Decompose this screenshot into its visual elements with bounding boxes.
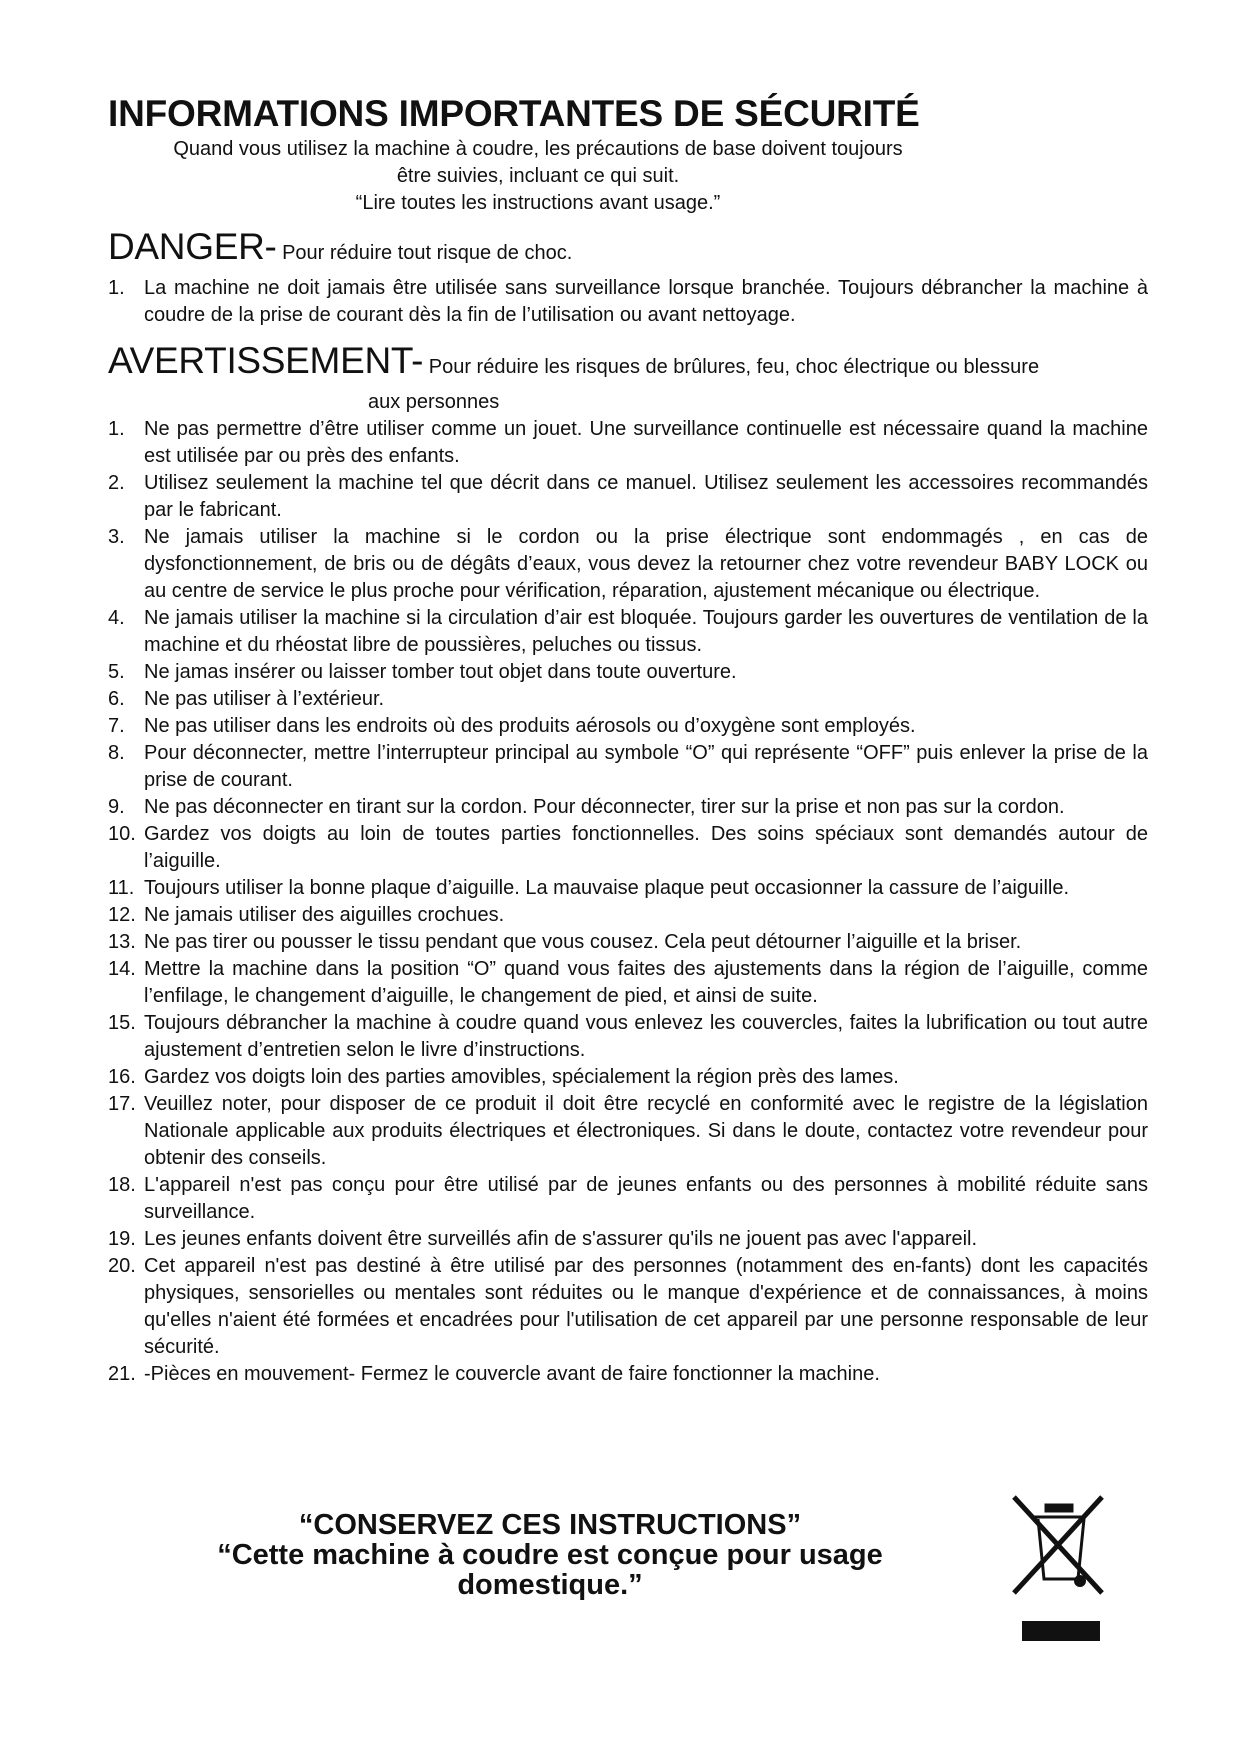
footer-line-1: “CONSERVEZ CES INSTRUCTIONS” [298, 1509, 802, 1541]
danger-heading [108, 227, 1148, 275]
item-text: Ne pas permettre d’être utiliser comme un jouet. Une surveillance continuelle est nécessaire quand la machine est utilisée par ou près des enfants. [144, 418, 1148, 467]
intro-line: être suivies, incluant ce qui suit. [396, 165, 680, 187]
item-text: Ne pas utiliser dans les endroits où des produits aérosols ou d’oxygène sont employés. [144, 715, 916, 737]
warning-subtitle-cont: aux personnes [368, 391, 500, 413]
item-number: 17. [108, 1093, 136, 1115]
list-item [108, 1064, 1148, 1091]
warning-heading [108, 341, 1148, 389]
footer-line-2: “Cette machine à coudre est conçue pour usage domestique.” [217, 1539, 883, 1601]
intro [108, 136, 968, 217]
list-item [108, 1253, 1148, 1361]
item-text: Ne jamas insérer ou laisser tomber tout objet dans toute ouverture. [144, 661, 737, 683]
crossed-out-wheelie-bin-icon [1012, 1495, 1112, 1651]
item-text: Pour déconnecter, mettre l’interrupteur principal au symbole “O” qui représente “OFF” puis enlever la prise de la prise de courant. [144, 742, 1148, 791]
page-title: INFORMATIONS IMPORTANTES DE SÉCURITÉ [108, 93, 920, 134]
list-item [108, 1226, 1148, 1253]
item-text: Toujours utiliser la bonne plaque d’aiguille. La mauvaise plaque peut occasionner la cassure de l’aiguille. [144, 877, 1070, 899]
item-number: 20. [108, 1255, 136, 1277]
item-number: 15. [108, 1012, 136, 1034]
item-number: 18. [108, 1174, 136, 1196]
list-item [108, 416, 1148, 470]
list-item [108, 929, 1148, 956]
list-item [108, 659, 1148, 686]
item-text: Toujours débrancher la machine à coudre quand vous enlevez les couvercles, faites la lubrification ou tout autre ajustement d’entretien selon le livre d’instructions. [144, 1012, 1148, 1061]
list-item [108, 902, 1148, 929]
item-text: -Pièces en mouvement- Fermez le couvercle avant de faire fonctionner la machine. [144, 1363, 880, 1385]
item-text: Gardez vos doigts au loin de toutes parties fonctionnelles. Des soins spéciaux sont demandés autour de l’aiguille. [144, 823, 1148, 872]
list-item [108, 686, 1148, 713]
warning-list [108, 416, 1148, 1388]
list-item [108, 1361, 1148, 1388]
item-text: L'appareil n'est pas conçu pour être utilisé par de jeunes enfants ou des personnes à mobilité réduite sans surveillance. [144, 1174, 1148, 1223]
footer [150, 1510, 950, 1600]
item-number: 14. [108, 958, 136, 980]
list-item [108, 956, 1148, 1010]
item-number: 4. [108, 607, 125, 629]
list-item [108, 470, 1148, 524]
item-number: 6. [108, 688, 125, 710]
document-page [108, 92, 1148, 1388]
warning-label: AVERTISSEMENT- [108, 340, 424, 381]
item-number: 19. [108, 1228, 136, 1250]
list-item [108, 275, 1148, 329]
list-item [108, 794, 1148, 821]
item-number: 1. [108, 277, 125, 299]
item-number: 13. [108, 931, 136, 953]
item-text: Cet appareil n'est pas destiné à être utilisé par des personnes (notamment des en-fants) dont les capacités physiques, sensorielles ou mentales sont réduites ou le manque d'expérience et de connaissances, à moins qu'elles n'aient été formées et encadrées pour l'utilisation de cet appareil par une personne responsable de leur sécurité. [144, 1255, 1148, 1358]
item-text: Veuillez noter, pour disposer de ce produit il doit être recyclé en conformité avec le registre de la législation Nationale applicable aux produits électriques et électroniques. Si dans le doute, contactez votre revendeur pour obtenir des conseils. [144, 1093, 1148, 1169]
item-text: La machine ne doit jamais être utilisée sans surveillance lorsque branchée. Toujours débrancher la machine à coudre de la prise de courant dès la fin de l’utilisation ou avant nettoyage. [144, 277, 1148, 326]
item-number: 8. [108, 742, 125, 764]
danger-subtitle: Pour réduire tout risque de choc. [276, 242, 573, 264]
item-text: Utilisez seulement la machine tel que décrit dans ce manuel. Utilisez seulement les accessoires recommandés par le fabricant. [144, 472, 1148, 521]
item-number: 2. [108, 472, 125, 494]
list-item [108, 821, 1148, 875]
list-item [108, 740, 1148, 794]
item-text: Ne jamais utiliser la machine si la circulation d’air est bloquée. Toujours garder les ouvertures de ventilation de la machine et du rhéostat libre de poussières, peluches ou tissus. [144, 607, 1148, 656]
list-item [108, 875, 1148, 902]
item-number: 1. [108, 418, 125, 440]
item-number: 3. [108, 526, 125, 548]
item-text: Ne jamais utiliser des aiguilles crochues. [144, 904, 505, 926]
list-item [108, 713, 1148, 740]
item-text: Les jeunes enfants doivent être surveillés afin de s'assurer qu'ils ne jouent pas avec l'appareil. [144, 1228, 978, 1250]
list-item [108, 1091, 1148, 1172]
list-item [108, 605, 1148, 659]
item-number: 12. [108, 904, 136, 926]
danger-list [108, 275, 1148, 329]
item-text: Mettre la machine dans la position “O” quand vous faites des ajustements dans la région de l’aiguille, comme l’enfilage, le changement d’aiguille, le changement de pied, et ainsi de suite. [144, 958, 1148, 1007]
item-text: Gardez vos doigts loin des parties amovibles, spécialement la région près des lames. [144, 1066, 899, 1088]
item-number: 16. [108, 1066, 136, 1088]
item-number: 10. [108, 823, 136, 845]
list-item [108, 1010, 1148, 1064]
intro-line: Quand vous utilisez la machine à coudre, les précautions de base doivent toujours [173, 138, 903, 160]
item-text: Ne jamais utiliser la machine si le cordon ou la prise électrique sont endommagés , en cas de dysfonctionnement, de bris ou de dégâts d’eaux, vous devez la retourner chez votre revendeur BABY LOCK ou au centre de service le plus proche pour vérification, réparation, ajustement mécanique ou électrique. [144, 526, 1148, 602]
list-item [108, 524, 1148, 605]
item-number: 5. [108, 661, 125, 683]
item-number: 21. [108, 1363, 136, 1385]
item-text: Ne pas tirer ou pousser le tissu pendant que vous cousez. Cela peut détourner l’aiguille et la briser. [144, 931, 1022, 953]
warning-subtitle: Pour réduire les risques de brûlures, feu, choc électrique ou blessure [423, 356, 1040, 378]
item-text: Ne pas utiliser à l’extérieur. [144, 688, 385, 710]
item-number: 11. [108, 877, 135, 899]
intro-line: “Lire toutes les instructions avant usage.” [355, 192, 721, 214]
item-text: Ne pas déconnecter en tirant sur la cordon. Pour déconnecter, tirer sur la prise et non pas sur la cordon. [144, 796, 1065, 818]
item-number: 7. [108, 715, 125, 737]
item-number: 9. [108, 796, 125, 818]
danger-label: DANGER- [108, 226, 277, 267]
list-item [108, 1172, 1148, 1226]
